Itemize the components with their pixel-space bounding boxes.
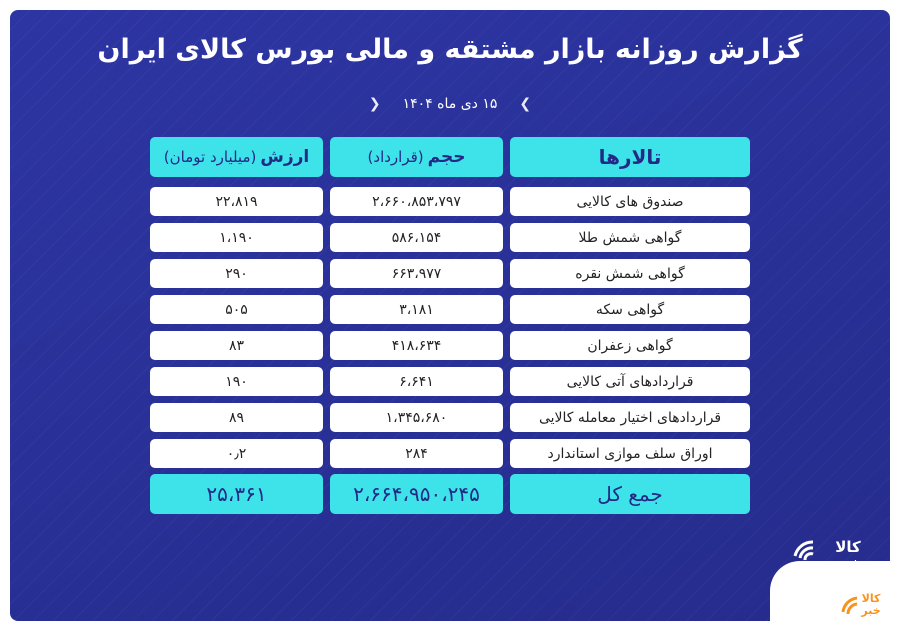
header-volume-unit: (قرارداد) <box>367 148 424 166</box>
report-date: ۱۵ دی ماه ۱۴۰۴ <box>402 96 498 112</box>
row-value: ۸۹ <box>150 403 323 432</box>
logo-url: IMEREPORT.IR <box>809 581 845 587</box>
header-value <box>150 137 323 177</box>
table-row <box>150 187 752 216</box>
chevron-right-icon: ❯ <box>519 96 532 112</box>
header-value-unit: (میلیارد تومان) <box>163 148 257 166</box>
table-row <box>150 223 752 252</box>
row-name: گواهی شمش نقره <box>510 259 750 288</box>
table-row <box>150 403 752 432</box>
row-name: اوراق سلف موازی استاندارد <box>510 439 750 468</box>
row-name: گواهی زعفران <box>510 331 750 360</box>
table-row <box>150 367 752 396</box>
header-name: تالارها <box>510 137 750 177</box>
row-name: قراردادهای آتی کالایی <box>510 367 750 396</box>
table-row <box>150 259 752 288</box>
date-row <box>0 96 900 112</box>
row-volume: ۶۶۳،۹۷۷ <box>330 259 503 288</box>
header-volume <box>330 137 503 177</box>
logo-word-bottom-orange: خبر <box>861 604 881 617</box>
table-header <box>150 137 752 169</box>
logo-word-bottom: خبر <box>834 554 862 572</box>
row-volume: ۲،۶۶۰،۸۵۳،۷۹۷ <box>330 187 503 216</box>
row-value: ۸۳ <box>150 331 323 360</box>
row-volume: ۱،۳۴۵،۶۸۰ <box>330 403 503 432</box>
row-volume: ۵۸۶،۱۵۴ <box>330 223 503 252</box>
row-value: ۵۰۵ <box>150 295 323 324</box>
logo-white-mark <box>795 538 861 572</box>
row-name: گواهی شمش طلا <box>510 223 750 252</box>
row-volume: ۴۱۸،۶۳۴ <box>330 331 503 360</box>
logo-caption <box>782 574 872 588</box>
table-row <box>150 331 752 360</box>
row-value: ۲۹۰ <box>150 259 323 288</box>
row-value: ۱۹۰ <box>150 367 323 396</box>
logo-subtitle: رسانه رسمی بورس کالای ایران <box>794 574 860 580</box>
row-name: قراردادهای اختیار معامله کالایی <box>510 403 750 432</box>
total-volume: ۲،۶۶۴،۹۵۰،۲۴۵ <box>330 474 503 514</box>
total-value: ۲۵،۳۶۱ <box>150 474 323 514</box>
table-total-row <box>150 474 752 506</box>
row-value: ۲۲،۸۱۹ <box>150 187 323 216</box>
row-volume: ۶،۶۴۱ <box>330 367 503 396</box>
total-label: جمع کل <box>510 474 750 514</box>
row-value: ۰٫۲ <box>150 439 323 468</box>
logo-word-top-orange: کالا <box>861 592 881 605</box>
logo-orange-mark <box>843 592 881 617</box>
header-value-label: ارزش <box>260 147 310 167</box>
header-volume-label: حجم <box>427 147 466 167</box>
row-value: ۱،۱۹۰ <box>150 223 323 252</box>
row-volume: ۳،۱۸۱ <box>330 295 503 324</box>
row-volume: ۲۸۴ <box>330 439 503 468</box>
table-row <box>150 295 752 324</box>
logo-word-top: کالا <box>835 538 861 556</box>
table-row <box>150 439 752 468</box>
row-name: صندوق های کالایی <box>510 187 750 216</box>
row-name: گواهی سکه <box>510 295 750 324</box>
chevron-left-icon: ❮ <box>368 96 381 112</box>
report-title: گزارش روزانه بازار مشتقه و مالی بورس کالای ایران <box>97 34 803 65</box>
